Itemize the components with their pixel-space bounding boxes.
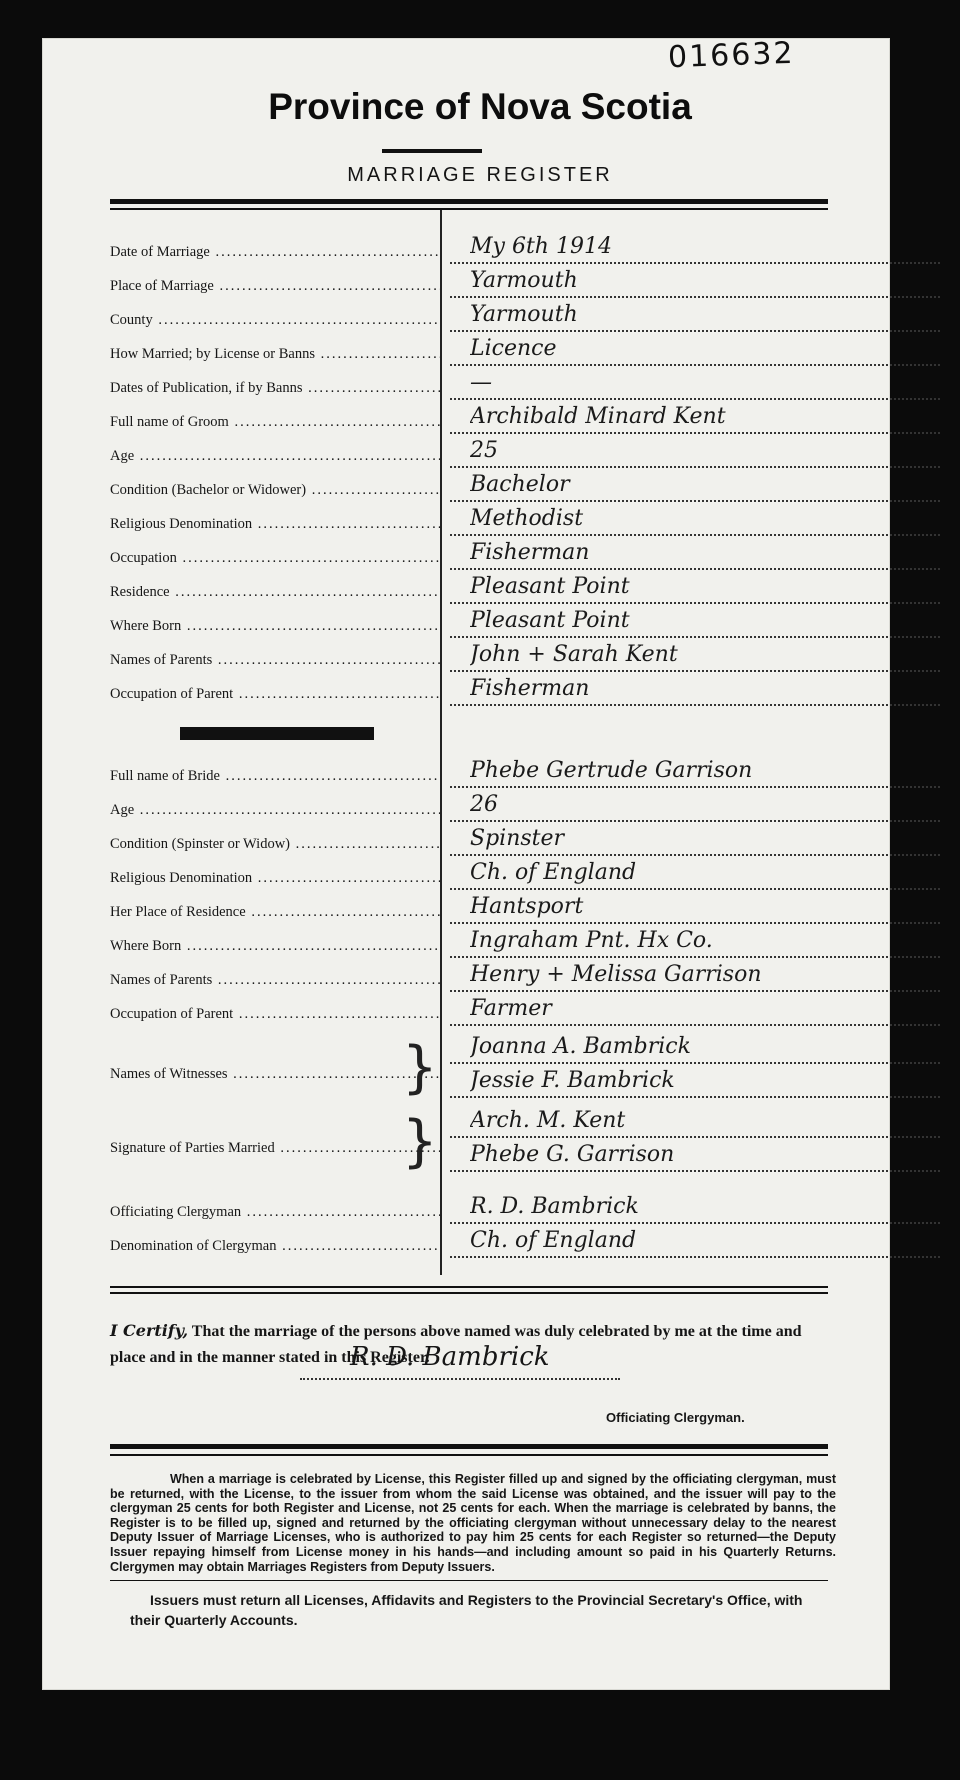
signature-line — [300, 1378, 620, 1380]
field-label: Full name of Groom ..... — [110, 414, 440, 431]
field-value: John + Sarah Kent — [470, 642, 678, 667]
field-label: Occupation ..... — [110, 550, 440, 567]
field-label: Condition (Bachelor or Widower) ..... — [110, 482, 440, 499]
field-value: Licence — [470, 336, 557, 361]
field-label: Names of Parents ..... — [110, 972, 440, 989]
field-value: Methodist — [470, 506, 584, 531]
field-value: Pleasant Point — [470, 574, 630, 599]
field-value: Phebe G. Garrison — [470, 1142, 675, 1167]
field-value: 26 — [470, 792, 498, 817]
notice-rule — [110, 1444, 828, 1449]
field-value: 25 — [470, 438, 498, 463]
field-value: Henry + Melissa Garrison — [470, 962, 762, 987]
field-label: Age ..... — [110, 802, 440, 819]
field-label: Names of Witnesses ..... — [110, 1066, 440, 1083]
certify-lead: I Certify, — [110, 1321, 189, 1340]
field-label: County ..... — [110, 312, 440, 329]
field-value: Ch. of England — [470, 1228, 637, 1253]
header-rule — [110, 199, 828, 204]
document-number: 016632 — [667, 35, 796, 76]
field-value: Bachelor — [470, 472, 570, 497]
footer-rule — [110, 1580, 828, 1581]
field-label: Names of Parents ..... — [110, 652, 440, 669]
brace-icon: } — [402, 1109, 438, 1174]
field-value: Pleasant Point — [470, 608, 630, 633]
signature-label: Officiating Clergyman. — [606, 1410, 745, 1425]
brace-icon: } — [402, 1035, 438, 1100]
field-label: Occupation of Parent ..... — [110, 1006, 440, 1023]
field-value: Hantsport — [470, 894, 584, 919]
field-value: R. D. Bambrick — [470, 1194, 639, 1219]
field-value: Arch. M. Kent — [470, 1108, 626, 1133]
field-label: Dates of Publication, if by Banns ..... — [110, 380, 440, 397]
footer-note: Issuers must return all Licenses, Affidavits and Registers to the Provincial Secretary's Office, with their Quarterly Accounts. — [130, 1592, 803, 1628]
field-value: Fisherman — [470, 540, 590, 565]
field-value: Phebe Gertrude Garrison — [470, 758, 753, 783]
field-value: Farmer — [470, 996, 552, 1021]
field-value: Joanna A. Bambrick — [470, 1034, 691, 1059]
field-label: Where Born ..... — [110, 938, 440, 955]
clergyman-signature: R. D. Bambrick — [350, 1342, 550, 1372]
field-value: Ingraham Pnt. Hx Co. — [470, 928, 713, 953]
column-divider — [440, 210, 442, 1275]
field-label: Officiating Clergyman ..... — [110, 1204, 440, 1221]
certify-text: That the marriage of the persons above named was duly celebrated by me at the time and place and in the manner stated in this Register. — [110, 1323, 802, 1366]
field-label: Signature of Parties Married ..... — [110, 1140, 440, 1157]
field-value: Fisherman — [470, 676, 590, 701]
header-rule-thin — [110, 208, 828, 210]
page-title: Province of Nova Scotia — [268, 86, 692, 127]
form-subtitle: MARRIAGE REGISTER — [347, 164, 613, 186]
field-label: Date of Marriage ..... — [110, 244, 440, 261]
field-label: Residence ..... — [110, 584, 440, 601]
field-label: How Married; by License or Banns ..... — [110, 346, 440, 363]
field-label: Full name of Bride ..... — [110, 768, 440, 785]
certify-rule — [110, 1286, 828, 1288]
field-label: Where Born ..... — [110, 618, 440, 635]
field-value: Yarmouth — [470, 268, 578, 293]
field-value: — — [470, 370, 492, 395]
field-value: Jessie F. Bambrick — [470, 1068, 675, 1093]
field-value: Archibald Minard Kent — [470, 404, 726, 429]
field-label: Religious Denomination ..... — [110, 516, 440, 533]
section-divider-bar — [180, 727, 374, 740]
field-label: Occupation of Parent ..... — [110, 686, 440, 703]
title-underline — [382, 149, 482, 153]
field-label: Denomination of Clergyman ..... — [110, 1238, 440, 1255]
certify-rule-2 — [110, 1292, 828, 1294]
field-label: Religious Denomination ..... — [110, 870, 440, 887]
field-value: Ch. of England — [470, 860, 637, 885]
field-value: Spinster — [470, 826, 565, 851]
instructions-paragraph: When a marriage is celebrated by License, this Register filled up and signed by the officiating clergyman, must be returned, with the License, to the issuer from whom the said License was obtained, and the issuer will pay to the clergyman 25 cents for both Register and License, not 25 cents for each. When the marriage is celebrated by banns, the Register is to be filled up, signed and returned by the officiating clergyman without unnecessary delay to the nearest Deputy Issuer of Marriage Licenses, who is authorized to pay him 25 cents for each Register so returned—the Deputy Issuer repaying himself from License money in his hands—and including amount so paid in his Quarterly Returns. Clergymen may obtain Marriages Registers from Deputy Issuers. — [110, 1472, 836, 1574]
field-value: Yarmouth — [470, 302, 578, 327]
notice-rule-thin — [110, 1454, 828, 1456]
field-label: Condition (Spinster or Widow) ..... — [110, 836, 440, 853]
field-label: Place of Marriage ..... — [110, 278, 440, 295]
field-value: My 6th 1914 — [470, 234, 612, 259]
field-label: Her Place of Residence ..... — [110, 904, 440, 921]
field-label: Age ..... — [110, 448, 440, 465]
